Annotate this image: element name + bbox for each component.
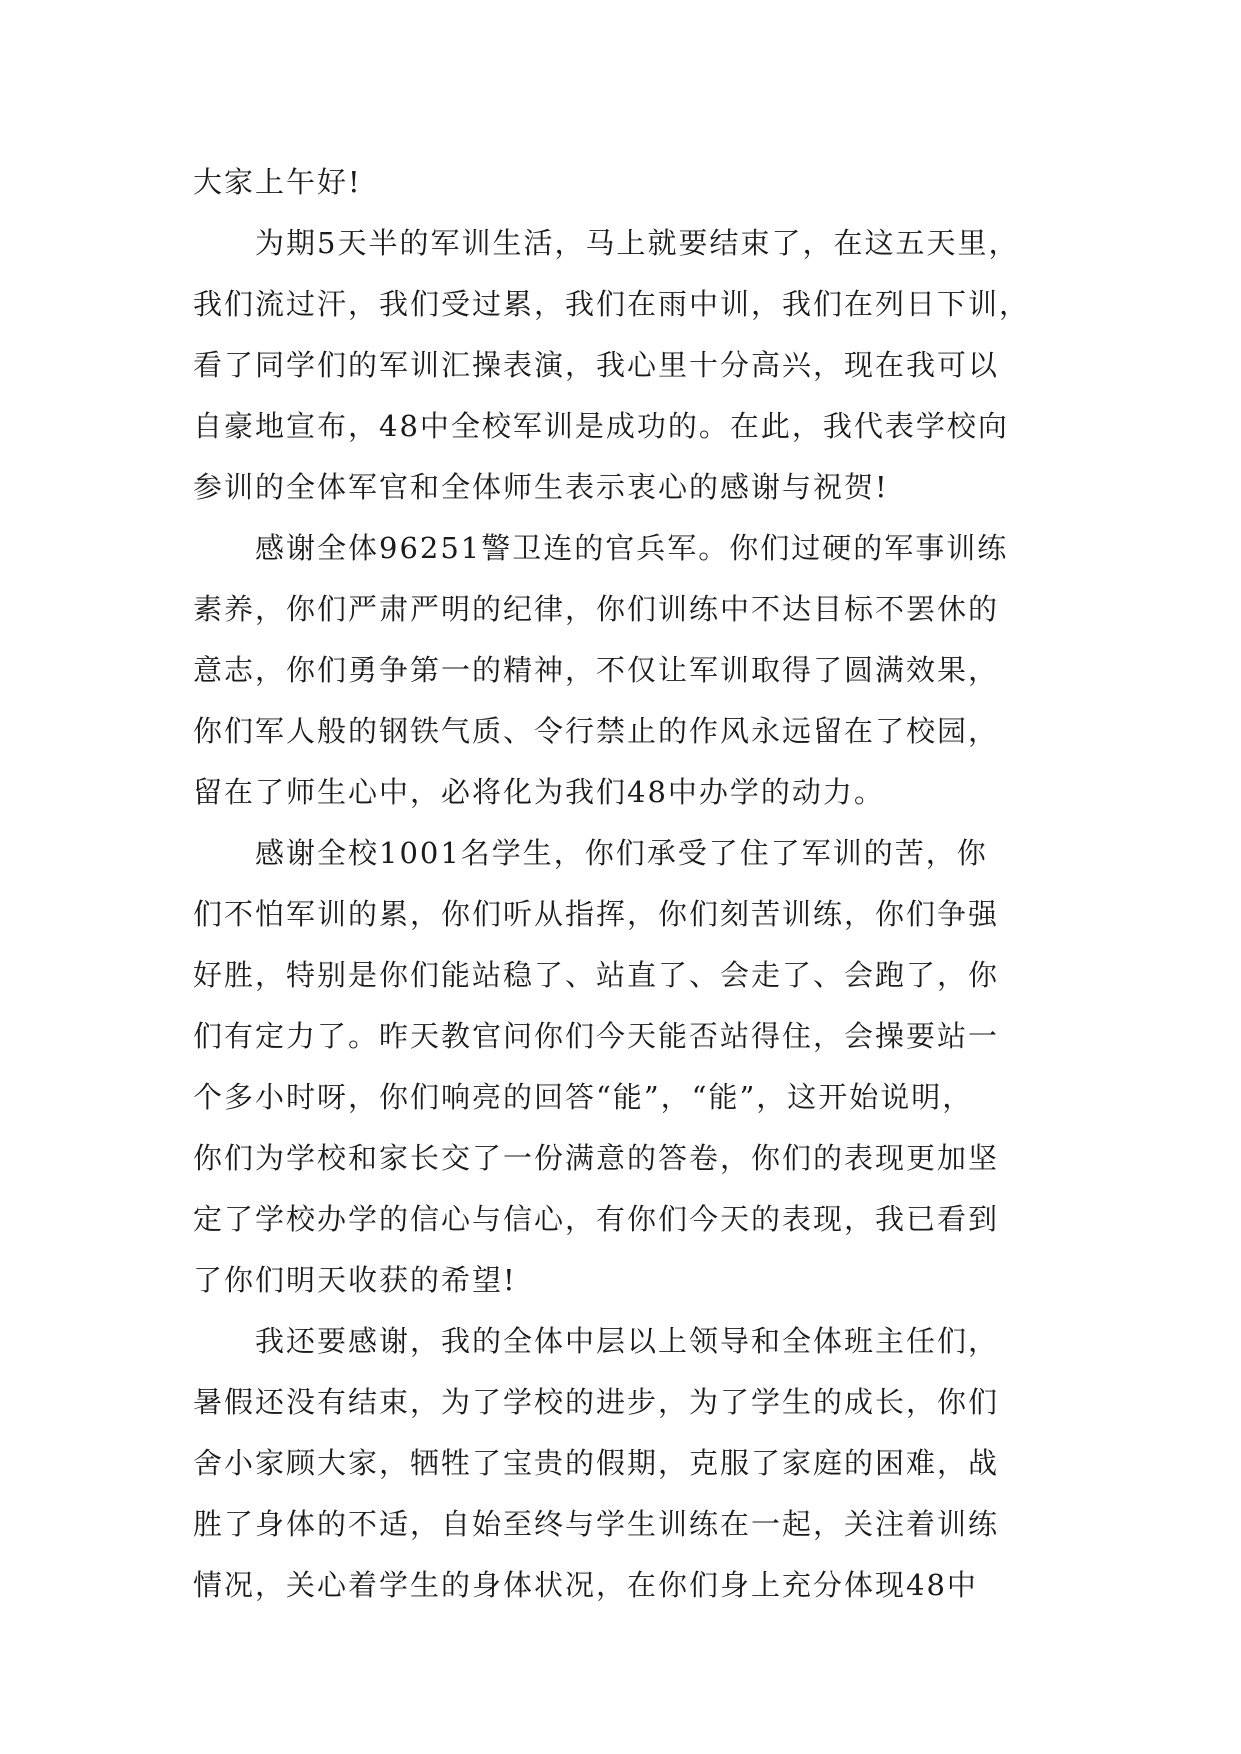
text-line: 们不怕军训的累，你们听从指挥，你们刻苦训练，你们争强 [193, 897, 1000, 931]
text-line: 胜了身体的不适，自始至终与学生训练在一起，关注着训练 [193, 1507, 1000, 1541]
text-line: 素养，你们严肃严明的纪律，你们训练中不达目标不罢休的 [193, 592, 1000, 626]
text-line: 个多小时呀，你们响亮的回答“能”，“能”，这开始说明， [193, 1080, 974, 1114]
text-line: 们有定力了。昨天教官问你们今天能否站得住，会操要站一 [193, 1019, 1000, 1053]
text-line: 自豪地宣布，48中全校军训是成功的。在此，我代表学校向 [193, 409, 1009, 443]
text-line: 意志，你们勇争第一的精神，不仅让军训取得了圆满效果， [193, 653, 1000, 687]
text-line: 舍小家顾大家，牺牲了宝贵的假期，克服了家庭的困难，战 [193, 1446, 1000, 1480]
text-line: 大家上午好! [193, 165, 362, 199]
text-line: 你们军人般的钢铁气质、令行禁止的作风永远留在了校园， [193, 714, 1000, 748]
text-line: 看了同学们的军训汇操表演，我心里十分高兴，现在我可以 [193, 348, 1000, 382]
text-line: 感谢全校1001名学生，你们承受了住了军训的苦，你 [255, 836, 988, 870]
text-line: 我们流过汗，我们受过累，我们在雨中训，我们在列日下训， [193, 287, 1031, 321]
text-line: 你们为学校和家长交了一份满意的答卷，你们的表现更加坚 [193, 1141, 1000, 1175]
text-line: 感谢全体96251警卫连的官兵军。你们过硬的军事训练 [255, 531, 1009, 565]
text-line: 参训的全体军官和全体师生表示衷心的感谢与祝贺! [193, 470, 889, 504]
text-line: 好胜，特别是你们能站稳了、站直了、会走了、会跑了，你 [193, 958, 1000, 992]
document-body [193, 152, 1053, 1616]
text-line: 为期5天半的军训生活，马上就要结束了，在这五天里， [255, 226, 1020, 260]
text-line: 暑假还没有结束，为了学校的进步，为了学生的成长，你们 [193, 1385, 1000, 1419]
text-line: 留在了师生心中，必将化为我们48中办学的动力。 [193, 775, 885, 809]
text-line: 情况，关心着学生的身体状况，在你们身上充分体现48中 [193, 1568, 978, 1602]
text-line: 了你们明天收获的希望! [193, 1263, 517, 1297]
text-line: 我还要感谢，我的全体中层以上领导和全体班主任们， [255, 1324, 1000, 1358]
text-line: 定了学校办学的信心与信心，有你们今天的表现，我已看到 [193, 1202, 1000, 1236]
